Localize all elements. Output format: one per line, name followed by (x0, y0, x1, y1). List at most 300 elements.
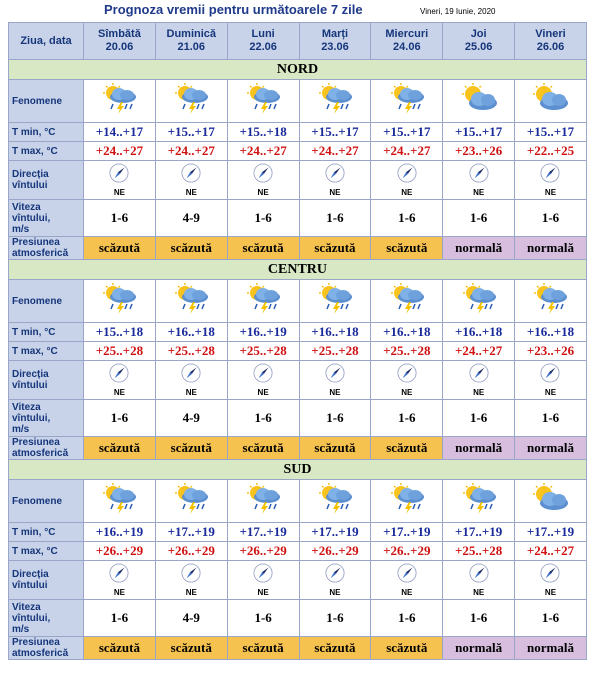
row-label-text: vîntului, (12, 612, 51, 624)
phenomena-cell (371, 480, 443, 523)
phenomena-cell (155, 480, 227, 523)
day-date: 23.06 (321, 41, 349, 53)
wind-direction (469, 163, 489, 197)
wind-speed-value: 1-6 (541, 610, 560, 625)
tmax-value: +23..+26 (454, 143, 503, 158)
pressure-value: scăzută (314, 240, 356, 255)
pressure-cell (299, 237, 371, 260)
wind-speed-cell (299, 200, 371, 237)
compass-icon (253, 563, 273, 588)
tmax-cell (155, 542, 227, 561)
tmin-value: +17..+19 (239, 524, 287, 539)
tmax-value: +25..+28 (454, 543, 503, 558)
partly-cloudy-icon (528, 483, 572, 515)
pressure-cell (371, 437, 443, 460)
thunder-rain-icon (169, 483, 213, 515)
pressure-value: scăzută (98, 240, 140, 255)
tmin-value: +17..+19 (454, 524, 503, 539)
phenomena-cell (371, 80, 443, 123)
wind-direction-label: NE (473, 588, 485, 597)
wind-speed-cell (84, 400, 156, 437)
tmin-cell (299, 323, 371, 342)
tmax-cell (443, 542, 515, 561)
wind-speed-cell (227, 600, 299, 637)
tmin-cell (443, 523, 515, 542)
wind-speed-value: 1-6 (254, 410, 272, 425)
wind-direction-cell (371, 361, 443, 400)
row-label-text: T min, °C (12, 526, 56, 538)
wind-speed-cell (84, 200, 156, 237)
phenomena-cell (299, 280, 371, 323)
phenomena-cell (227, 280, 299, 323)
tmin-value: +16..+18 (167, 324, 215, 339)
tmin-value: +15..+17 (167, 124, 215, 139)
compass-icon (109, 363, 129, 388)
wind-direction-cell (227, 561, 299, 600)
partly-cloudy-icon (457, 83, 501, 115)
pressure-cell (155, 637, 227, 660)
tmin-row (9, 123, 587, 142)
day-header (227, 23, 299, 60)
tmin-value: +17..+19 (311, 524, 359, 539)
row-label (9, 561, 84, 600)
wind-speed-cell (155, 400, 227, 437)
compass-icon (469, 163, 489, 188)
row-label-text: Presiunea (12, 437, 60, 448)
wind-direction (253, 563, 273, 597)
wind-speed-cell (371, 200, 443, 237)
thunder-rain-icon (97, 483, 141, 515)
thunder-rain-icon (313, 283, 357, 315)
wind-direction-label: NE (113, 188, 125, 197)
row-label-text: Fenomene (12, 95, 63, 107)
wind-direction-cell (299, 361, 371, 400)
tmax-cell (299, 142, 371, 161)
day-name: Miercuri (385, 28, 429, 40)
wind-speed-value: 1-6 (254, 210, 272, 225)
compass-icon (181, 563, 201, 588)
phenomena-cell (299, 480, 371, 523)
header-label-cell (9, 23, 84, 60)
tmax-value: +24..+27 (95, 143, 144, 158)
tmin-cell (227, 523, 299, 542)
tmin-row (9, 323, 587, 342)
thunder-rain-icon (169, 83, 213, 115)
tmin-value: +16..+18 (454, 324, 503, 339)
tmax-cell (299, 342, 371, 361)
forecast-date: Vineri, 19 Iunie, 2020 (420, 7, 496, 16)
row-label-text: atmosferică (12, 448, 69, 459)
day-date: 20.06 (105, 41, 134, 53)
wind-speed-cell (371, 400, 443, 437)
wind-speed-value: 1-6 (254, 610, 272, 625)
wind-direction (109, 563, 129, 597)
day-name: Marți (321, 28, 349, 40)
pressure-value: scăzută (242, 640, 284, 655)
phenomena-cell (84, 280, 156, 323)
tmax-cell (84, 142, 156, 161)
tmax-value: +24..+27 (454, 343, 503, 358)
day-name: Joi (470, 28, 487, 40)
phenomena-cell (155, 80, 227, 123)
day-header (299, 23, 371, 60)
tmin-cell (155, 123, 227, 142)
pressure-value: scăzută (314, 440, 356, 455)
compass-icon (397, 563, 417, 588)
wind-direction-cell (443, 361, 515, 400)
wind-direction-cell (515, 161, 587, 200)
tmax-cell (84, 342, 156, 361)
wind-direction-cell (371, 561, 443, 600)
compass-icon (397, 163, 417, 188)
tmax-value: +25..+28 (239, 343, 287, 358)
tmin-cell (84, 523, 156, 542)
wind-direction-label: NE (113, 588, 125, 597)
row-label (9, 142, 84, 161)
tmin-value: +16..+18 (383, 324, 431, 339)
thunder-rain-icon (457, 283, 501, 315)
phenomena-cell (299, 80, 371, 123)
pressure-value: scăzută (386, 640, 428, 655)
thunder-rain-icon (97, 283, 141, 315)
tmin-value: +15..+17 (526, 124, 575, 139)
pressure-cell (84, 437, 156, 460)
row-label (9, 342, 84, 361)
tmin-value: +16..+18 (311, 324, 359, 339)
row-label-text: m/s (12, 223, 30, 235)
row-label-text: atmosferică (12, 648, 69, 659)
compass-icon (540, 163, 560, 188)
row-label (9, 280, 84, 323)
tmin-cell (299, 123, 371, 142)
wind-speed-cell (155, 200, 227, 237)
wind-direction-cell (515, 361, 587, 400)
wind-speed-value: 1-6 (541, 410, 560, 425)
thunder-rain-icon (169, 283, 213, 315)
tmin-cell (155, 523, 227, 542)
tmax-cell (515, 342, 587, 361)
compass-icon (181, 163, 201, 188)
tmin-value: +17..+19 (383, 524, 431, 539)
day-date: 21.06 (177, 41, 206, 53)
pressure-cell (227, 637, 299, 660)
tmax-row (9, 142, 587, 161)
tmax-value: +25..+28 (311, 343, 359, 358)
row-label (9, 161, 84, 200)
wind-direction-row (9, 561, 587, 600)
row-label-text: m/s (12, 423, 30, 435)
wind-direction-label: NE (329, 188, 341, 197)
pressure-cell (84, 637, 156, 660)
wind-direction-cell (155, 561, 227, 600)
pressure-value: scăzută (386, 440, 428, 455)
tmin-value: +16..+19 (239, 324, 287, 339)
row-label (9, 80, 84, 123)
compass-icon (325, 363, 345, 388)
wind-speed-value: 4-9 (182, 410, 200, 425)
wind-direction (181, 363, 201, 397)
tmax-cell (371, 342, 443, 361)
wind-speed-value: 1-6 (398, 410, 416, 425)
wind-speed-cell (155, 600, 227, 637)
wind-speed-row (9, 200, 587, 237)
wind-direction-label: NE (544, 388, 557, 397)
tmin-cell (371, 323, 443, 342)
pressure-cell (155, 437, 227, 460)
wind-direction-label: NE (113, 388, 125, 397)
tmax-value: +24..+27 (526, 543, 575, 558)
row-label-text: T max, °C (12, 345, 58, 357)
tmax-value: +26..+29 (311, 543, 359, 558)
region-title (9, 260, 587, 280)
pressure-cell (515, 437, 587, 460)
wind-speed-value: 1-6 (541, 210, 560, 225)
tmax-value: +24..+27 (383, 143, 431, 158)
day-name: Vineri (535, 28, 566, 40)
wind-direction (397, 163, 417, 197)
wind-direction-cell (443, 561, 515, 600)
wind-direction (540, 163, 560, 197)
wind-direction-label: NE (544, 188, 557, 197)
wind-speed-value: 1-6 (469, 610, 488, 625)
tmax-value: +25..+28 (383, 343, 431, 358)
tmin-cell (443, 323, 515, 342)
compass-icon (109, 163, 129, 188)
tmax-cell (443, 342, 515, 361)
compass-icon (540, 363, 560, 388)
wind-speed-value: 1-6 (110, 410, 129, 425)
row-label (9, 637, 84, 660)
row-label-text: vîntului (12, 580, 48, 591)
row-label (9, 400, 84, 437)
tmax-value: +24..+27 (311, 143, 359, 158)
pressure-cell (443, 637, 515, 660)
wind-direction-cell (227, 361, 299, 400)
compass-icon (109, 563, 129, 588)
tmax-value: +25..+28 (95, 343, 144, 358)
pressure-cell (515, 237, 587, 260)
tmax-cell (84, 542, 156, 561)
day-date: 26.06 (536, 41, 565, 53)
row-label-text: vîntului, (12, 412, 51, 424)
region-name: SUD (283, 461, 312, 477)
phenomena-cell (515, 480, 587, 523)
wind-direction-label: NE (544, 588, 557, 597)
forecast-table (8, 22, 587, 660)
wind-speed-value: 1-6 (326, 610, 344, 625)
wind-direction (540, 363, 560, 397)
wind-speed-row (9, 400, 587, 437)
row-label (9, 237, 84, 260)
wind-speed-cell (84, 600, 156, 637)
row-label (9, 323, 84, 342)
wind-direction (325, 563, 345, 597)
wind-direction-label: NE (185, 588, 197, 597)
wind-speed-cell (371, 600, 443, 637)
tmax-value: +26..+29 (239, 543, 287, 558)
wind-speed-value: 1-6 (326, 210, 344, 225)
tmin-cell (227, 323, 299, 342)
pressure-cell (299, 637, 371, 660)
pressure-value: normală (455, 640, 503, 655)
pressure-cell (227, 237, 299, 260)
wind-speed-cell (515, 600, 587, 637)
wind-direction (253, 163, 273, 197)
wind-direction-cell (299, 561, 371, 600)
wind-direction (325, 363, 345, 397)
row-label-text: Presiunea (12, 637, 60, 648)
row-label-text: Direcția (12, 169, 49, 180)
wind-speed-cell (299, 400, 371, 437)
tmax-row (9, 542, 587, 561)
row-label (9, 523, 84, 542)
pressure-cell (515, 637, 587, 660)
thunder-rain-icon (241, 83, 285, 115)
phenomena-cell (227, 480, 299, 523)
thunder-rain-icon (313, 483, 357, 515)
tmin-value: +16..+18 (526, 324, 575, 339)
wind-direction-label: NE (473, 388, 485, 397)
thunder-rain-icon (385, 283, 429, 315)
wind-direction-row (9, 361, 587, 400)
wind-direction (397, 363, 417, 397)
row-label-text: m/s (12, 623, 30, 635)
wind-speed-value: 1-6 (110, 210, 129, 225)
wind-direction (540, 563, 560, 597)
tmax-cell (227, 542, 299, 561)
pressure-value: scăzută (314, 640, 356, 655)
pressure-value: normală (527, 240, 574, 255)
wind-direction-cell (155, 161, 227, 200)
wind-direction-label: NE (329, 388, 341, 397)
day-name: Sîmbătă (98, 28, 141, 40)
row-label (9, 542, 84, 561)
wind-direction (181, 163, 201, 197)
pressure-row (9, 637, 587, 660)
row-label (9, 200, 84, 237)
day-header (371, 23, 443, 60)
tmin-cell (299, 523, 371, 542)
tmax-value: +26..+29 (383, 543, 431, 558)
wind-speed-value: 1-6 (326, 410, 344, 425)
wind-speed-cell (227, 400, 299, 437)
day-header (443, 23, 515, 60)
row-label-text: Fenomene (12, 495, 63, 507)
tmin-row (9, 523, 587, 542)
pressure-row (9, 437, 587, 460)
phenomena-cell (443, 280, 515, 323)
thunder-rain-icon (528, 283, 572, 315)
tmax-cell (371, 542, 443, 561)
day-name: Duminică (166, 28, 217, 40)
region-name: CENTRU (267, 261, 328, 277)
pressure-value: scăzută (170, 440, 212, 455)
pressure-cell (371, 237, 443, 260)
compass-icon (469, 363, 489, 388)
wind-speed-value: 1-6 (110, 610, 129, 625)
compass-icon (469, 563, 489, 588)
wind-direction-label: NE (329, 588, 341, 597)
day-date: 24.06 (393, 41, 421, 53)
phenomena-row (9, 280, 587, 323)
wind-speed-value: 4-9 (182, 610, 200, 625)
wind-direction-cell (227, 161, 299, 200)
top-bar (0, 0, 600, 22)
header-row (9, 23, 587, 60)
compass-icon (181, 363, 201, 388)
wind-direction-label: NE (473, 188, 485, 197)
wind-direction (325, 163, 345, 197)
tmin-value: +17..+19 (526, 524, 575, 539)
pressure-cell (371, 637, 443, 660)
pressure-value: scăzută (98, 440, 140, 455)
region-title (9, 460, 587, 480)
day-name: Luni (251, 28, 275, 40)
tmax-row (9, 342, 587, 361)
wind-speed-value: 1-6 (469, 210, 488, 225)
wind-direction-cell (84, 161, 156, 200)
wind-direction-label: NE (401, 388, 413, 397)
row-label-text: atmosferică (12, 248, 69, 259)
day-header (515, 23, 587, 60)
tmax-cell (515, 542, 587, 561)
tmax-value: +24..+27 (167, 143, 215, 158)
wind-direction-cell (299, 161, 371, 200)
phenomena-cell (443, 80, 515, 123)
thunder-rain-icon (97, 83, 141, 115)
thunder-rain-icon (241, 283, 285, 315)
wind-direction (109, 363, 129, 397)
tmin-cell (515, 123, 587, 142)
wind-direction-label: NE (257, 588, 269, 597)
wind-speed-cell (443, 600, 515, 637)
compass-icon (253, 363, 273, 388)
phenomena-row (9, 80, 587, 123)
row-label (9, 123, 84, 142)
region-row (9, 460, 587, 480)
tmin-value: +15..+17 (311, 124, 359, 139)
pressure-value: normală (455, 440, 503, 455)
region-row (9, 60, 587, 80)
tmin-cell (227, 123, 299, 142)
tmin-value: +14..+17 (95, 124, 144, 139)
phenomena-cell (515, 80, 587, 123)
day-date: 22.06 (249, 41, 277, 53)
tmin-cell (84, 123, 156, 142)
wind-direction-label: NE (401, 588, 413, 597)
compass-icon (540, 563, 560, 588)
row-label-text: Viteza (12, 201, 41, 213)
tmin-cell (155, 323, 227, 342)
wind-direction-label: NE (185, 188, 197, 197)
wind-speed-cell (515, 200, 587, 237)
wind-direction-cell (155, 361, 227, 400)
wind-speed-cell (227, 200, 299, 237)
wind-direction (253, 363, 273, 397)
tmax-cell (227, 342, 299, 361)
row-label-text: Viteza (12, 601, 41, 613)
compass-icon (325, 163, 345, 188)
wind-speed-cell (443, 200, 515, 237)
pressure-cell (84, 237, 156, 260)
tmin-value: +15..+17 (383, 124, 431, 139)
wind-speed-value: 1-6 (398, 610, 416, 625)
thunder-rain-icon (385, 83, 429, 115)
pressure-cell (299, 437, 371, 460)
pressure-value: normală (527, 440, 574, 455)
row-label-text: T min, °C (12, 126, 56, 138)
phenomena-cell (84, 80, 156, 123)
